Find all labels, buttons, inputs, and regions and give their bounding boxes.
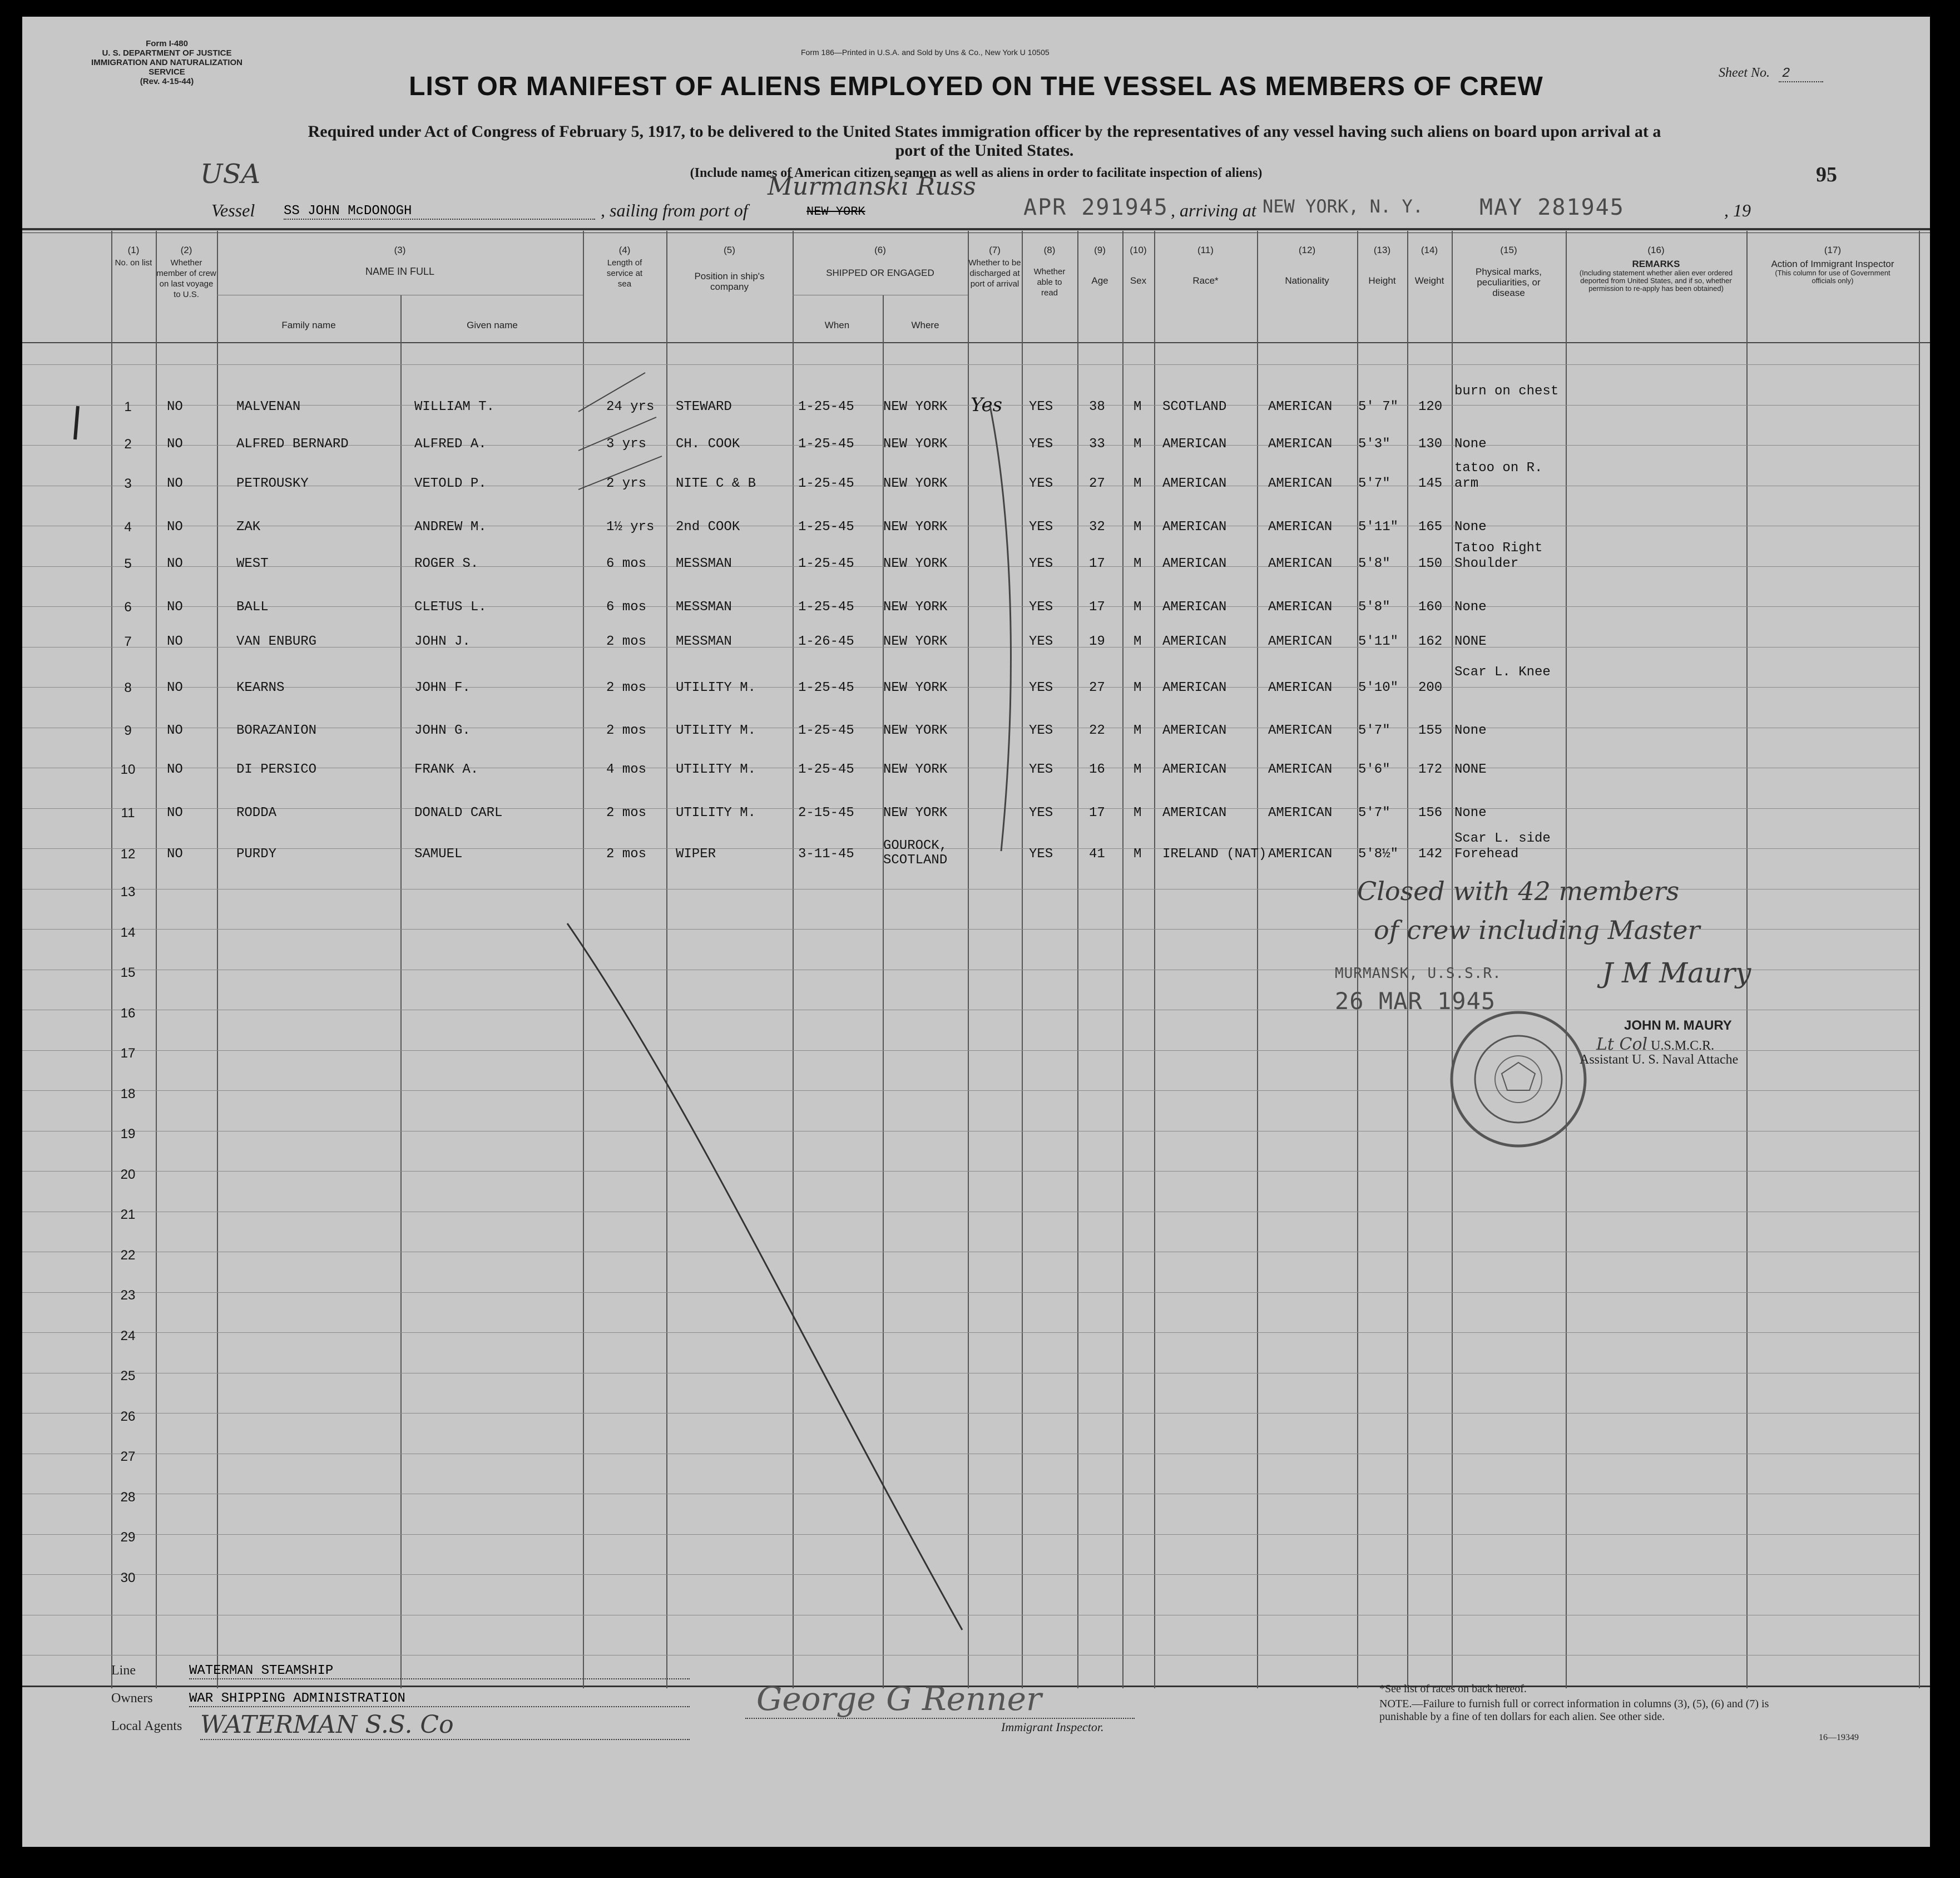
cell-weight: 150 [1418, 556, 1443, 571]
revision: (Rev. 4-15-44) [140, 77, 194, 86]
cell-last: NO [167, 723, 183, 738]
cell-family: DI PERSICO [236, 762, 317, 777]
cell-where: NEW YORK [883, 762, 948, 777]
cell-service: 6 mos [606, 600, 647, 615]
naval-attache-seal [1446, 1007, 1591, 1151]
place-stamp: MURMANSK, U.S.S.R. [1335, 965, 1502, 982]
cell-position: 2nd COOK [676, 520, 740, 535]
arrival-date-stamp: MAY 281945 [1479, 195, 1625, 220]
cell-weight: 156 [1418, 805, 1443, 821]
inspector-signature: George G Renner [756, 1680, 1042, 1718]
cell-nationality: AMERICAN [1268, 847, 1333, 862]
cell-sex: M [1134, 556, 1142, 571]
cell-height: 5'11" [1358, 520, 1399, 535]
races-note: *See list of races on back hereof. [1379, 1683, 1527, 1695]
cell-age: 32 [1089, 520, 1105, 535]
row-number: 4 [124, 520, 132, 535]
empty-row-number: 17 [120, 1046, 136, 1061]
sailing-label: , sailing from port of [601, 200, 748, 220]
cell-race: AMERICAN [1162, 634, 1227, 649]
cell-read: YES [1029, 476, 1053, 491]
cell-position: MESSMAN [676, 600, 732, 615]
col-header-17: (17) Action of Immigrant Inspector (This column for use of Government officials only) [1771, 245, 1894, 285]
col-header-11: (11) Race* [1192, 245, 1219, 286]
cell-family: BORAZANION [236, 723, 317, 738]
col-header-10: (10) Sex [1130, 245, 1147, 286]
cell-read: YES [1029, 723, 1053, 738]
cell-when: 3-11-45 [798, 847, 854, 862]
cell-family: PETROUSKY [236, 476, 309, 491]
cell-sex: M [1134, 476, 1142, 491]
closed-note-line-2: of crew including Master [1374, 915, 1700, 945]
cell-given: ANDREW M. [414, 520, 487, 535]
cell-service: 2 yrs [606, 476, 647, 491]
sheet-label: Sheet No. [1719, 66, 1770, 80]
empty-row-number: 26 [120, 1408, 136, 1424]
empty-row-number: 23 [120, 1288, 136, 1303]
cell-weight: 165 [1418, 520, 1443, 535]
cell-marks: Tatoo Right Shoulder [1454, 541, 1543, 571]
cell-age: 38 [1089, 399, 1105, 414]
cell-marks: None [1454, 520, 1487, 535]
row-number: 10 [120, 762, 136, 777]
cell-sex: M [1134, 723, 1142, 738]
cell-height: 5'11" [1358, 634, 1399, 649]
cell-nationality: AMERICAN [1268, 762, 1333, 777]
cell-last: NO [167, 634, 183, 649]
cell-marks: Scar L. side Forehead [1454, 831, 1551, 862]
row-number: 12 [120, 847, 136, 862]
cell-age: 17 [1089, 805, 1105, 821]
cell-sex: M [1134, 634, 1142, 649]
cell-given: FRANK A. [414, 762, 479, 777]
cell-service: 1½ yrs [606, 520, 655, 535]
cell-weight: 120 [1418, 399, 1443, 414]
cell-height: 5'8½" [1358, 847, 1399, 862]
cell-service: 2 mos [606, 723, 647, 738]
cell-sex: M [1134, 399, 1142, 414]
cell-service: 2 mos [606, 847, 647, 862]
empty-row-number: 25 [120, 1368, 136, 1383]
officer-rank-unit: U.S.M.C.R. [1651, 1039, 1715, 1053]
cell-race: IRELAND (NAT) [1162, 847, 1267, 862]
cell-when: 1-26-45 [798, 634, 854, 649]
col-header-7: (7) Whether to be discharged at port of arrival [968, 245, 1021, 289]
col-header-12: (12) Nationality [1285, 245, 1329, 286]
cell-race: AMERICAN [1162, 762, 1227, 777]
cell-weight: 145 [1418, 476, 1443, 491]
cell-given: WILLIAM T. [414, 399, 495, 414]
cell-where: NEW YORK [883, 723, 948, 738]
printer-note: Form 186—Printed in U.S.A. and Sold by Uns & Co., New York U 10505 [801, 48, 1050, 57]
cell-age: 27 [1089, 476, 1105, 491]
form-id: Form I-480 [146, 39, 188, 48]
cell-sex: M [1134, 805, 1142, 821]
cell-marks: burn on chest [1454, 384, 1559, 399]
page-title: LIST OR MANIFEST OF ALIENS EMPLOYED ON THE VESSEL AS MEMBERS OF CREW [409, 72, 1543, 101]
cell-race: AMERICAN [1162, 680, 1227, 695]
cell-where: NEW YORK [883, 476, 948, 491]
empty-row-number: 22 [120, 1247, 136, 1263]
cell-where: NEW YORK [883, 680, 948, 695]
col-header-14: (14) Weight [1414, 245, 1444, 286]
cell-family: RODDA [236, 805, 277, 821]
cell-when: 1-25-45 [798, 600, 854, 615]
cell-read: YES [1029, 399, 1053, 414]
cell-height: 5' 7" [1358, 399, 1399, 414]
agents-value: WATERMAN S.S. Co [200, 1711, 690, 1740]
empty-row-number: 14 [120, 925, 136, 940]
cell-nationality: AMERICAN [1268, 680, 1333, 695]
cell-when: 1-25-45 [798, 520, 854, 535]
cell-given: JOHN G. [414, 723, 471, 738]
arriving-label: , arriving at [1171, 200, 1256, 220]
col-header-9: (9) Age [1091, 245, 1108, 286]
cell-read: YES [1029, 680, 1053, 695]
cell-marks: NONE [1454, 762, 1487, 777]
cell-nationality: AMERICAN [1268, 556, 1333, 571]
row-number: 7 [124, 634, 132, 649]
given-name-header: Given name [467, 320, 518, 330]
empty-row-number: 24 [120, 1328, 136, 1343]
col-header-2: (2) Whether member of crew on last voyage to U.S. [156, 245, 216, 299]
sailing-port-struck: NEW YORK [806, 205, 865, 219]
fine-note: NOTE.—Failure to furnish full or correct information in columns (3), (5), (6) and (7) is punishable by a fine of ten dollars for each alien. See other side. [1379, 1698, 1769, 1723]
cell-weight: 142 [1418, 847, 1443, 862]
cell-nationality: AMERICAN [1268, 634, 1333, 649]
cell-race: AMERICAN [1162, 476, 1227, 491]
cell-service: 24 yrs [606, 399, 655, 414]
cell-discharge: Yes [971, 394, 1003, 416]
cell-family: ALFRED BERNARD [236, 437, 349, 452]
line-label: Line [111, 1663, 136, 1678]
cell-marks: NONE [1454, 634, 1487, 649]
subtitle-line-1: Required under Act of Congress of February 5, 1917, to be delivered to the United States immigration officer by the representatives of any vessel having such aliens on board upon arrival at a [308, 122, 1661, 141]
col-header-1: (1) No. on list [115, 245, 152, 268]
cell-position: CH. COOK [676, 437, 740, 452]
cell-age: 41 [1089, 847, 1105, 862]
cell-age: 17 [1089, 556, 1105, 571]
cell-service: 6 mos [606, 556, 647, 571]
cell-weight: 162 [1418, 634, 1443, 649]
inspector-label: Immigrant Inspector. [1001, 1720, 1104, 1734]
cancel-stroke [22, 17, 1930, 1686]
cell-when: 1-25-45 [798, 476, 854, 491]
cell-read: YES [1029, 556, 1053, 571]
cell-last: NO [167, 476, 183, 491]
sheet-number: 2 [1779, 66, 1823, 82]
cell-when: 1-25-45 [798, 437, 854, 452]
page-number: 95 [1816, 163, 1837, 186]
cell-service: 2 mos [606, 805, 647, 821]
cell-last: NO [167, 556, 183, 571]
officer-name: JOHN M. MAURY [1624, 1018, 1732, 1033]
cell-race: AMERICAN [1162, 600, 1227, 615]
cell-marks: None [1454, 600, 1487, 615]
cell-family: VAN ENBURG [236, 634, 317, 649]
when-header: When [824, 320, 850, 330]
cell-race: AMERICAN [1162, 805, 1227, 821]
cell-service: 2 mos [606, 680, 647, 695]
cell-height: 5'7" [1358, 805, 1390, 821]
cell-when: 1-25-45 [798, 723, 854, 738]
officer-rank [1596, 1035, 1714, 1054]
col-header-13: (13) Height [1368, 245, 1396, 286]
cell-given: VETOLD P. [414, 476, 487, 491]
cell-where: NEW YORK [883, 634, 948, 649]
cell-position: WIPER [676, 847, 716, 862]
cell-nationality: AMERICAN [1268, 520, 1333, 535]
row-number: 2 [124, 437, 132, 452]
cell-given: SAMUEL [414, 847, 463, 862]
cell-where: NEW YORK [883, 437, 948, 452]
closed-note-line-1: Closed with 42 members [1357, 876, 1680, 906]
empty-row-number: 30 [120, 1570, 136, 1585]
col-header-4: (4) Length of service at sea [606, 245, 643, 289]
cell-last: NO [167, 437, 183, 452]
year-label: , 19 [1724, 200, 1751, 220]
cell-last: NO [167, 520, 183, 535]
cell-service: 4 mos [606, 762, 647, 777]
cell-position: MESSMAN [676, 634, 732, 649]
maury-signature: J M Maury [1602, 957, 1751, 989]
cell-last: NO [167, 805, 183, 821]
cell-when: 1-25-45 [798, 399, 854, 414]
empty-row-number: 29 [120, 1530, 136, 1545]
cell-sex: M [1134, 520, 1142, 535]
cell-age: 27 [1089, 680, 1105, 695]
cell-where: NEW YORK [883, 520, 948, 535]
cell-service: 2 mos [606, 634, 647, 649]
cell-family: KEARNS [236, 680, 285, 695]
cell-last: NO [167, 762, 183, 777]
cell-given: JOHN F. [414, 680, 471, 695]
cell-read: YES [1029, 437, 1053, 452]
arriving-port: NEW YORK, N. Y. [1263, 196, 1423, 217]
cell-position: UTILITY M. [676, 680, 756, 695]
cell-last: NO [167, 600, 183, 615]
cell-family: WEST [236, 556, 269, 571]
manifest-sheet [22, 17, 1930, 1847]
where-header: Where [911, 320, 939, 330]
department: U. S. DEPARTMENT OF JUSTICE [102, 48, 232, 58]
cell-marks: None [1454, 805, 1487, 821]
cell-family: ZAK [236, 520, 261, 535]
col-header-16: (16) REMARKS (Including statement whether alien ever ordered deported from United States, and if so, whether permission to re-apply has been obtained) [1579, 245, 1733, 293]
cell-height: 5'8" [1358, 556, 1390, 571]
owners-label: Owners [111, 1691, 153, 1706]
cell-nationality: AMERICAN [1268, 476, 1333, 491]
cell-read: YES [1029, 762, 1053, 777]
cell-height: 5'7" [1358, 723, 1390, 738]
cell-given: DONALD CARL [414, 805, 503, 821]
cell-where: NEW YORK [883, 556, 948, 571]
empty-row-number: 21 [120, 1207, 136, 1222]
subtitle-note: (Include names of American citizen seamen as well as aliens in order to facilitate inspection of aliens) [690, 166, 1263, 180]
row-number: 1 [124, 399, 132, 414]
cell-weight: 172 [1418, 762, 1443, 777]
col-header-3: (3) NAME IN FULL [365, 245, 435, 277]
row-number: 6 [124, 600, 132, 615]
service: IMMIGRATION AND NATURALIZATION SERVICE [91, 58, 242, 77]
cell-nationality: AMERICAN [1268, 399, 1333, 414]
row-number: 11 [121, 805, 135, 821]
cell-weight: 160 [1418, 600, 1443, 615]
row-number: 9 [124, 723, 132, 738]
cell-when: 1-25-45 [798, 556, 854, 571]
cell-sex: M [1134, 437, 1142, 452]
cell-given: JOHN J. [414, 634, 471, 649]
cell-height: 5'7" [1358, 476, 1390, 491]
cell-age: 17 [1089, 600, 1105, 615]
subtitle-line-2: port of the United States. [895, 141, 1074, 160]
date-stamp: 26 MAR 1945 [1335, 987, 1496, 1015]
cell-read: YES [1029, 847, 1053, 862]
sailing-port-handwritten: Murmanski Russ [768, 172, 976, 201]
cell-when: 2-15-45 [798, 805, 854, 821]
cell-marks: Scar L. Knee [1454, 665, 1551, 680]
cell-nationality: AMERICAN [1268, 723, 1333, 738]
cell-where: GOUROCK, SCOTLAND [883, 838, 948, 868]
officer-rank-hand: Lt Col [1596, 1035, 1648, 1054]
vessel-label: Vessel [211, 200, 255, 220]
cell-given: ALFRED A. [414, 437, 487, 452]
cell-nationality: AMERICAN [1268, 437, 1333, 452]
owners-value: WAR SHIPPING ADMINISTRATION [189, 1691, 690, 1707]
cell-last: NO [167, 847, 183, 862]
cell-position: MESSMAN [676, 556, 732, 571]
cell-given: ROGER S. [414, 556, 479, 571]
cell-weight: 155 [1418, 723, 1443, 738]
cell-marks: None [1454, 723, 1487, 738]
cell-read: YES [1029, 634, 1053, 649]
cell-position: UTILITY M. [676, 805, 756, 821]
row-number: 3 [124, 476, 132, 491]
row-number: 8 [124, 680, 132, 695]
col-header-6: (6) SHIPPED OR ENGAGED [826, 245, 934, 278]
cell-when: 1-25-45 [798, 762, 854, 777]
cell-position: STEWARD [676, 399, 732, 414]
handwritten-country: USA [200, 159, 260, 190]
cell-sex: M [1134, 680, 1142, 695]
cell-position: UTILITY M. [676, 723, 756, 738]
cell-sex: M [1134, 847, 1142, 862]
family-name-header: Family name [281, 320, 336, 330]
agents-label: Local Agents [111, 1719, 182, 1733]
col-header-8: (8) Whether able to read [1033, 245, 1066, 298]
cell-given: CLETUS L. [414, 600, 487, 615]
empty-row-number: 13 [120, 884, 136, 900]
cell-race: SCOTLAND [1162, 399, 1227, 414]
cell-where: NEW YORK [883, 399, 948, 414]
col-header-15: (15) Physical marks, peculiarities, or disease [1475, 245, 1542, 298]
cell-marks: None [1454, 437, 1487, 452]
sailing-date-stamp: APR 291945 [1023, 195, 1169, 220]
empty-row-number: 27 [120, 1449, 136, 1464]
empty-row-number: 19 [120, 1126, 136, 1141]
cell-read: YES [1029, 520, 1053, 535]
cell-height: 5'3" [1358, 437, 1390, 452]
cell-service: 3 yrs [606, 437, 647, 452]
cell-sex: M [1134, 600, 1142, 615]
empty-row-number: 15 [120, 965, 136, 980]
cell-last: NO [167, 399, 183, 414]
cell-read: YES [1029, 805, 1053, 821]
cell-height: 5'10" [1358, 680, 1399, 695]
empty-row-number: 28 [120, 1489, 136, 1505]
cell-age: 33 [1089, 437, 1105, 452]
cell-last: NO [167, 680, 183, 695]
cell-when: 1-25-45 [798, 680, 854, 695]
cell-weight: 130 [1418, 437, 1443, 452]
cell-family: BALL [236, 600, 269, 615]
empty-row-number: 18 [120, 1086, 136, 1101]
cell-marks: tatoo on R. arm [1454, 461, 1543, 491]
cell-age: 22 [1089, 723, 1105, 738]
cell-weight: 200 [1418, 680, 1443, 695]
line-value: WATERMAN STEAMSHIP [189, 1663, 690, 1679]
cell-height: 5'6" [1358, 762, 1390, 777]
cell-nationality: AMERICAN [1268, 805, 1333, 821]
col-header-5: (5) Position in ship's company [694, 245, 765, 292]
cell-where: NEW YORK [883, 600, 948, 615]
row-number: 5 [124, 556, 132, 571]
cell-nationality: AMERICAN [1268, 600, 1333, 615]
cell-race: AMERICAN [1162, 520, 1227, 535]
cell-family: PURDY [236, 847, 277, 862]
cell-sex: M [1134, 762, 1142, 777]
cell-family: MALVENAN [236, 399, 301, 414]
cell-age: 19 [1089, 634, 1105, 649]
cell-position: NITE C & B [676, 476, 756, 491]
form-code: 16—19349 [1819, 1733, 1859, 1742]
cell-position: UTILITY M. [676, 762, 756, 777]
empty-row-number: 20 [120, 1167, 136, 1182]
officer-title: Assistant U. S. Naval Attache [1580, 1052, 1739, 1067]
cell-read: YES [1029, 600, 1053, 615]
cell-height: 5'8" [1358, 600, 1390, 615]
cell-where: NEW YORK [883, 805, 948, 821]
vessel-name: SS JOHN McDONOGH [284, 204, 595, 220]
cell-race: AMERICAN [1162, 556, 1227, 571]
cell-race: AMERICAN [1162, 723, 1227, 738]
empty-row-number: 16 [120, 1005, 136, 1021]
cell-race: AMERICAN [1162, 437, 1227, 452]
cell-age: 16 [1089, 762, 1105, 777]
